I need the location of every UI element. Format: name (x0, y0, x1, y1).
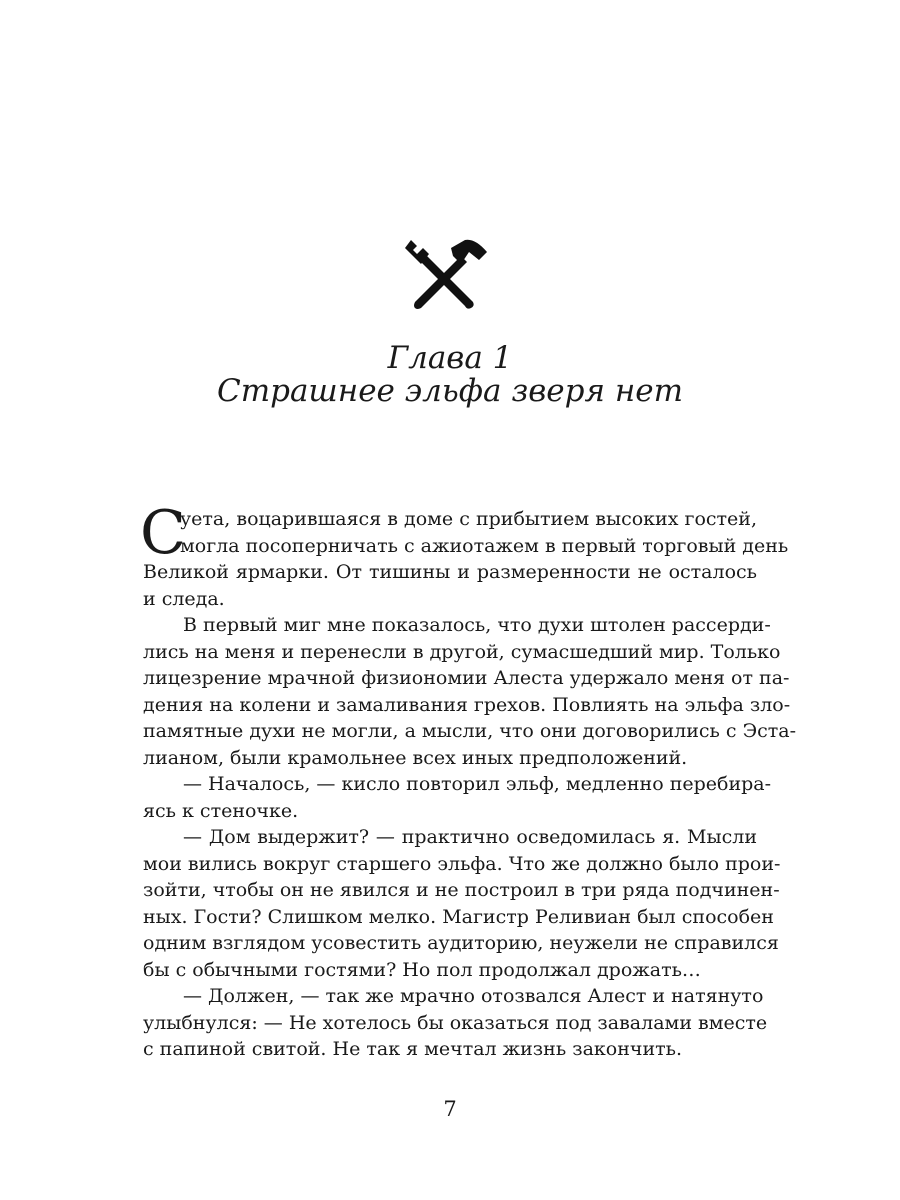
text-line: одним взглядом усовестить аудиторию, неужели не справился (143, 932, 779, 954)
text-line: уета, воцарившаяся в доме с прибытием высоких гостей, (180, 508, 757, 530)
text-line: Великой ярмарки. От тишины и размеренности не осталось (143, 561, 757, 583)
text-line: бы с обычными гостями? Но пол продолжал дрожать… (143, 958, 701, 981)
text-line: зойти, чтобы он не явился и не построил в три ряда подчинен- (143, 879, 780, 901)
text-line: могла посоперничать с ажиотажем в первый торговый день (180, 534, 789, 557)
text-line: лианом, были крамольнее всех иных предположений. (143, 746, 688, 769)
text-line: мои вились вокруг старшего эльфа. Что же должно было прои- (143, 852, 781, 875)
text-line: дения на колени и замаливания грехов. Повлиять на эльфа зло- (143, 693, 791, 716)
text-line: — Должен, — так же мрачно отозвался Алест и натянуто (183, 985, 764, 1007)
text-line: лицезрение мрачной физиономии Алеста удержало меня от па- (143, 667, 790, 689)
chapter-title: Страшнее эльфа зверя нет (216, 373, 684, 409)
text-line: ясь к стеночке. (143, 799, 299, 822)
text-line: — Началось, — кисло повторил эльф, медленно перебира- (183, 773, 772, 795)
text-line: В первый миг мне показалось, что духи штолен рассерди- (183, 614, 771, 636)
text-line: с папиной свитой. Не так я мечтал жизнь закончить. (143, 1038, 683, 1060)
text-line: лись на меня и перенесли в другой, сумасшедший мир. Только (143, 640, 781, 663)
text-line: ных. Гости? Слишком мелко. Магистр Реливиан был способен (143, 905, 774, 928)
page-number: 7 (443, 1097, 457, 1121)
crossed-wrench-hammer-icon (403, 238, 489, 310)
text-line: и следа. (143, 587, 225, 610)
body-text (143, 506, 797, 1063)
text-line: улыбнулся: — Не хотелось бы оказаться под завалами вместе (143, 1011, 768, 1034)
text-line: — Дом выдержит? — практично осведомилась я. Мысли (183, 826, 757, 848)
text-line: памятные духи не могли, а мысли, что они договорились с Эста- (143, 720, 797, 742)
drop-cap: С (140, 498, 186, 568)
chapter-number: Глава 1 (387, 340, 513, 376)
